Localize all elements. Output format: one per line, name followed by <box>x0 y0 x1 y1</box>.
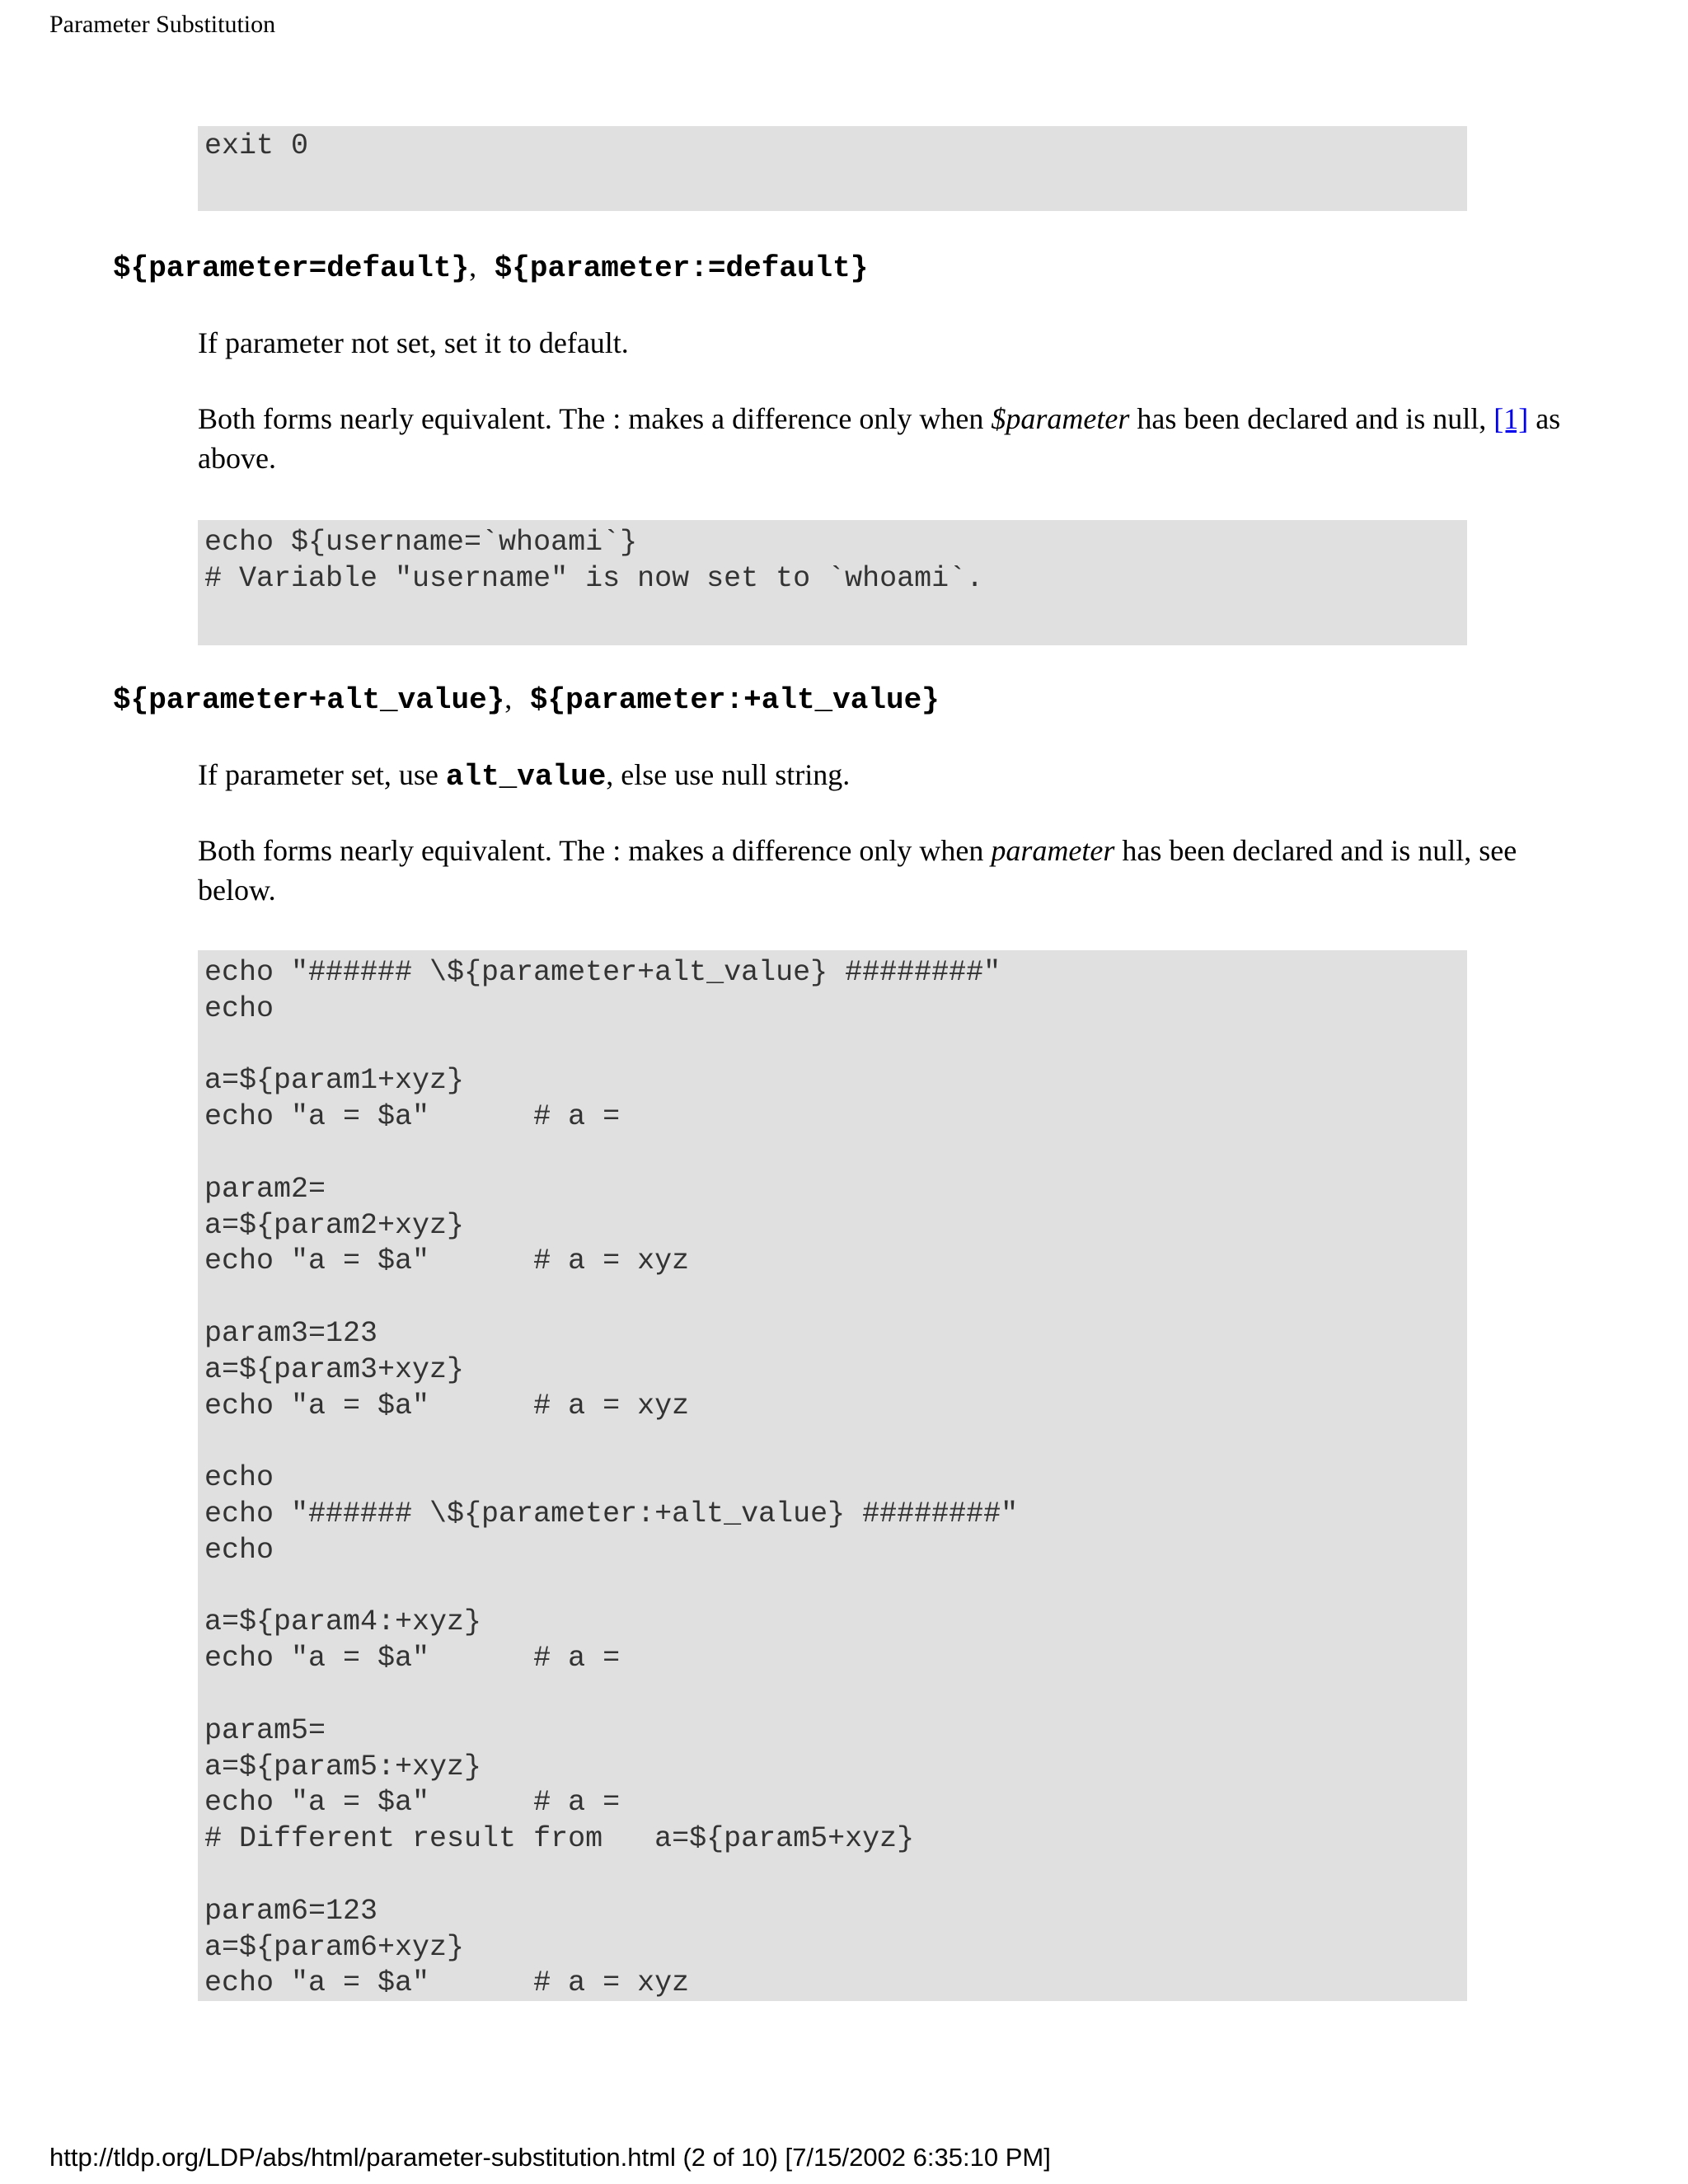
term-default-form: ${parameter=default} <box>113 251 470 285</box>
term-colon-default-form: ${parameter:=default} <box>494 251 869 285</box>
code-block-username: echo ${username=`whoami`} # Variable "username" is now set to `whoami`. <box>198 520 1467 645</box>
paragraph-text: , else use null string. <box>606 758 851 791</box>
parameter-variable: $parameter <box>991 402 1130 435</box>
code-block-alt-value-examples: echo "###### \${parameter+alt_value} ########" echo a=${param1+xyz} echo "a = $a" # a = param2= a=${param2+xyz} echo "a = $a" # a = xyz param3=123 a=${param3+xyz} echo "a = $a" # a = xyz echo echo "###### \${parameter:+alt_value} ########" echo a=${param4:+xyz} echo "a = $a" # a = param5= a=${param5:+xyz} echo "a = $a" # a = # Different result from a=${param5+xyz} param6=123 a=${param6+xyz} echo "a = $a" # a = xyz <box>198 950 1467 2001</box>
parameter-variable: parameter <box>991 834 1115 867</box>
page-header-title: Parameter Substitution <box>49 11 276 38</box>
term-separator: , <box>504 682 513 715</box>
term-colon-alt-form: ${parameter:+alt_value} <box>529 683 940 717</box>
alt-value-code: alt_value <box>445 760 607 794</box>
paragraph-set-default: If parameter not set, set it to default. <box>198 326 629 359</box>
paragraph-text: Both forms nearly equivalent. The : makes a difference only when <box>198 402 992 435</box>
page-footer-url: http://tldp.org/LDP/abs/html/parameter-substitution.html (2 of 10) [7/15/2002 6:35:10 PM] <box>49 2143 1051 2172</box>
paragraph-forms-equivalent-default <box>198 399 1582 478</box>
term-alt-form: ${parameter+alt_value} <box>113 683 505 717</box>
paragraph-text: has been declared and is null, see below. <box>198 834 1517 907</box>
footnote-link[interactable]: [1] <box>1493 402 1529 435</box>
paragraph-text: has been declared and is null, <box>1129 402 1494 435</box>
paragraph-text: Both forms nearly equivalent. The : makes a difference only when <box>198 834 992 867</box>
paragraph-text: as above. <box>198 402 1561 475</box>
paragraph-use-alt-value <box>198 755 1582 797</box>
paragraph-forms-equivalent-alt <box>198 831 1582 910</box>
term-parameter-alt-value <box>113 679 940 719</box>
term-parameter-default <box>113 247 868 288</box>
paragraph-text: If parameter set, use <box>198 758 446 791</box>
term-separator: , <box>469 250 477 283</box>
code-block-exit: exit 0 <box>198 126 1467 211</box>
